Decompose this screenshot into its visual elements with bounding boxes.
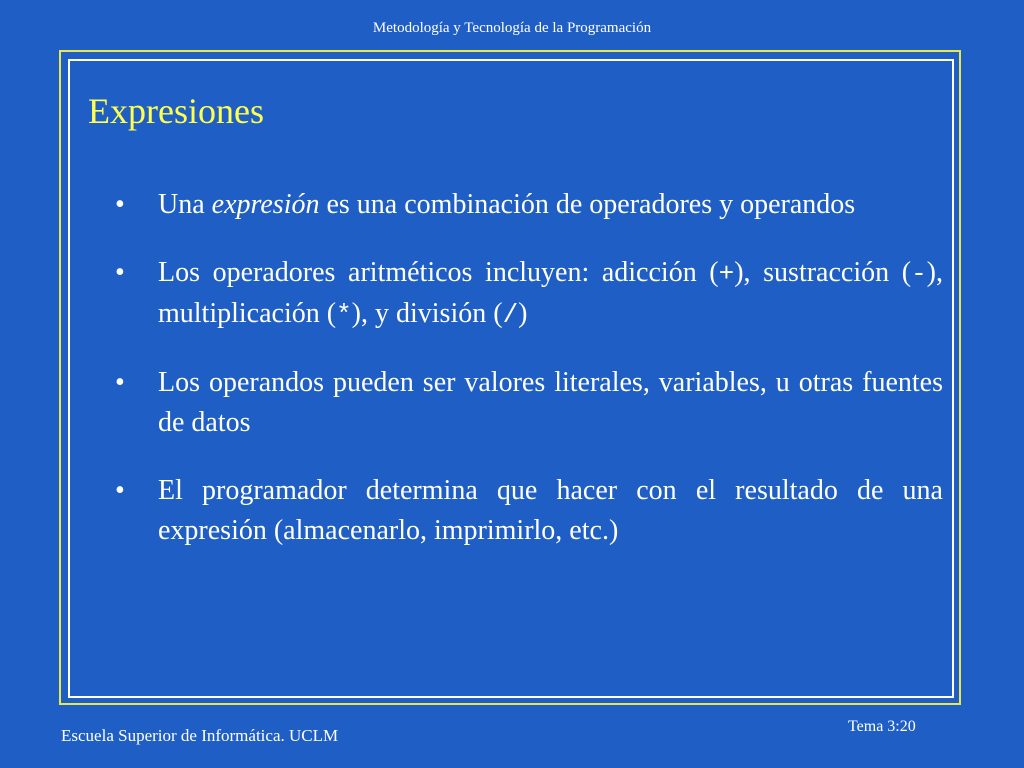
bullet-text-part: ), y división (: [351, 298, 503, 329]
bullet-text-part: ), sustracción (: [734, 257, 912, 288]
bullet-icon: •: [115, 189, 125, 220]
bullet-text: El programador determina que hacer con el resultado de una expresión (almacenarlo, imprimirlo, etc.): [158, 475, 943, 546]
bullet-icon: •: [115, 475, 125, 506]
bullet-item: [115, 363, 943, 443]
bullet-text-part: Una: [158, 189, 212, 220]
bullet-icon: •: [115, 367, 125, 398]
bullet-text-part: es una combinación de operadores y operandos: [319, 189, 856, 220]
footer-institution: Escuela Superior de Informática. UCLM: [61, 726, 339, 745]
bullet-text: [158, 189, 855, 220]
bullet-icon: •: [115, 257, 125, 288]
bullet-item: [115, 253, 943, 335]
slide-header: Metodología y Tecnología de la Programación: [372, 20, 652, 36]
operator-multiply: *: [336, 300, 352, 330]
operator-subtract: -: [911, 259, 927, 289]
footer-slide-number: Tema 3:20: [848, 718, 916, 735]
bullet-item: [115, 185, 943, 225]
bullet-text-part: Los operadores aritméticos incluyen: adicción (: [158, 257, 719, 288]
bullet-item: [115, 471, 943, 551]
bullet-text: Los operandos pueden ser valores literales, variables, u otras fuentes de datos: [158, 367, 943, 438]
bullet-text-part: ), multiplicación (: [158, 257, 943, 329]
operator-add: +: [718, 259, 735, 289]
operator-divide: /: [502, 300, 519, 330]
bullet-list: [115, 185, 943, 579]
bullet-text-emphasis: expresión: [211, 189, 320, 220]
slide-title: Expresiones: [88, 91, 264, 131]
bullet-text: [158, 257, 943, 329]
bullet-text-part: ): [518, 298, 528, 329]
